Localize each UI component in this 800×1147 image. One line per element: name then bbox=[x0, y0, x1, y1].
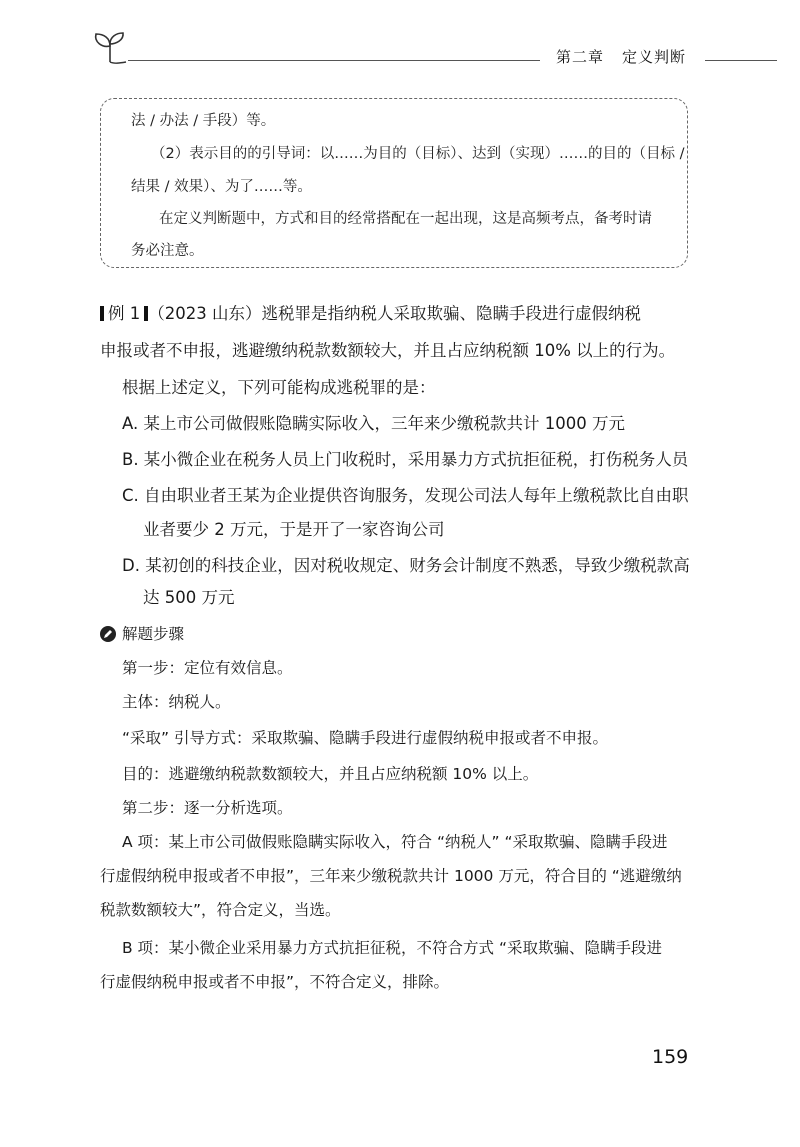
note-line-3: 结果 / 效果）、为了……等。 bbox=[131, 179, 312, 195]
chapter-heading bbox=[556, 46, 686, 67]
note-line-1: 法 / 办法 / 手段）等。 bbox=[131, 113, 276, 129]
analysis-a-line-2: 行虚假纳税申报或者不申报”，三年来少缴税款共计 1000 万元，符合目的 “逃避缴纳 bbox=[100, 867, 682, 885]
option-d-line-2: 达 500 万元 bbox=[143, 588, 235, 607]
chapter-number: 第二章 bbox=[556, 48, 605, 66]
analysis-b-line-2: 行虚假纳税申报或者不申报”，不符合定义，排除。 bbox=[100, 973, 450, 991]
header-rule-right bbox=[705, 60, 777, 61]
option-c-line-1: C. 自由职业者王某为企业提供咨询服务，发现公司法人每年上缴税款比自由职 bbox=[122, 486, 689, 505]
note-line-4: 在定义判断题中，方式和目的经常搭配在一起出现，这是高频考点，备考时请 bbox=[159, 211, 652, 227]
analysis-a-line-1: A 项：某上市公司做假账隐瞒实际收入，符合 “纳税人” “采取欺骗、隐瞒手段进 bbox=[122, 833, 668, 851]
step-1: 第一步：定位有效信息。 bbox=[122, 659, 293, 677]
example-text-1: （2023 山东）逃税罪是指纳税人采取欺骗、隐瞒手段进行虚假纳税 bbox=[148, 304, 641, 323]
page-header bbox=[0, 0, 800, 80]
chapter-title: 定义判断 bbox=[622, 48, 687, 66]
example-title bbox=[100, 300, 641, 324]
sprout-icon bbox=[90, 30, 130, 64]
pen-icon bbox=[100, 626, 116, 642]
goal-line: 目的：逃避缴纳税款数额较大，并且占应纳税额 10% 以上。 bbox=[122, 765, 539, 783]
example-text-2: 申报或者不申报，逃避缴纳税款数额较大，并且占应纳税额 10% 以上的行为。 bbox=[100, 341, 676, 360]
note-line-5: 务必注意。 bbox=[131, 243, 204, 259]
page-number: 159 bbox=[652, 1046, 689, 1068]
example-marker-left bbox=[100, 306, 104, 321]
note-line-2: （2）表示目的的引导词：以……为目的（目标）、达到（实现）……的目的（目标 / bbox=[151, 146, 685, 162]
option-a: A. 某上市公司做假账隐瞒实际收入，三年来少缴税款共计 1000 万元 bbox=[122, 414, 625, 433]
subject-line: 主体：纳税人。 bbox=[122, 693, 231, 711]
option-d-line-1: D. 某初创的科技企业，因对税收规定、财务会计制度不熟悉，导致少缴税款高 bbox=[122, 556, 690, 575]
analysis-b-line-1: B 项：某小微企业采用暴力方式抗拒征税，不符合方式 “采取欺骗、隐瞒手段进 bbox=[122, 939, 663, 957]
method-line: “采取” 引导方式：采取欺骗、隐瞒手段进行虚假纳税申报或者不申报。 bbox=[122, 729, 608, 747]
step-2: 第二步：逐一分析选项。 bbox=[122, 799, 293, 817]
solution-heading-text: 解题步骤 bbox=[122, 625, 185, 643]
example-label: 例 1 bbox=[108, 304, 141, 323]
solution-heading bbox=[100, 622, 184, 644]
header-rule-dashed bbox=[488, 60, 540, 61]
option-c-line-2: 业者要少 2 万元，于是开了一家咨询公司 bbox=[143, 520, 445, 539]
analysis-a-line-3: 税款数额较大”，符合定义，当选。 bbox=[100, 901, 341, 919]
question-text: 根据上述定义，下列可能构成逃税罪的是： bbox=[122, 378, 436, 397]
option-b: B. 某小微企业在税务人员上门收税时，采用暴力方式抗拒征税，打伤税务人员 bbox=[122, 450, 689, 469]
note-box bbox=[100, 98, 688, 268]
header-rule-left bbox=[128, 60, 540, 61]
